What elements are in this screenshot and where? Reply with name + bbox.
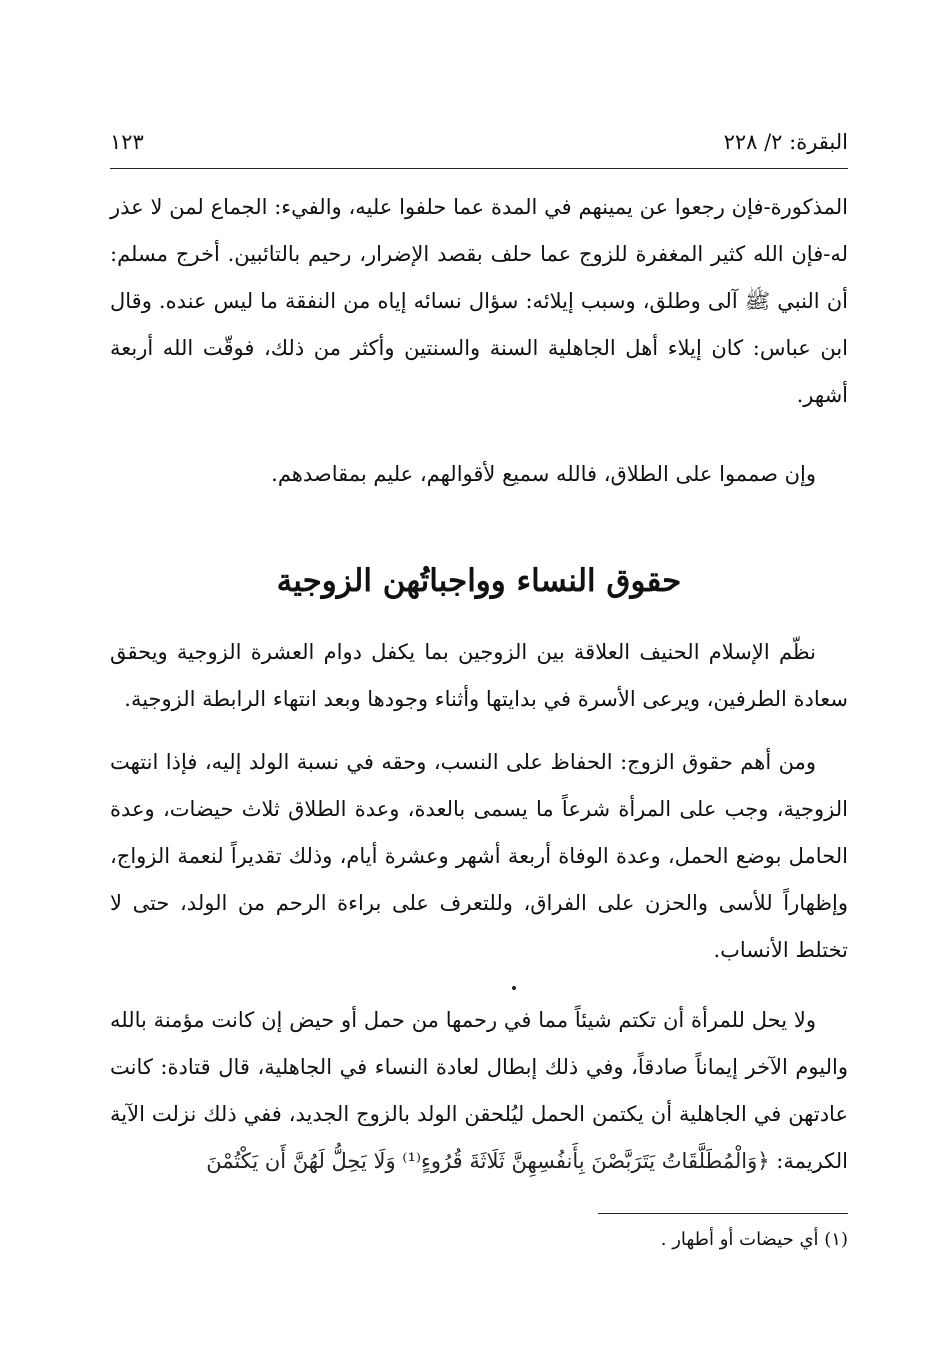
paragraph-text: نظّم الإسلام الحنيف العلاقة بين الزوجين بما يكفل دوام العشرة الزوجية ويحقق سعادة الطرفين، ويرعى الأسرة في بدايتها وأثناء وجودها وبعد انتهاء الرابطة الزوجية. xyxy=(110,640,848,711)
paragraph-text: المذكورة-فإن رجعوا عن يمينهم في المدة عما حلفوا عليه، والفيء: الجماع لمن لا عذر له-فإن الله كثير المغفرة للزوج عما حلف بقصد الإضرار، رحيم بالتائبين. أخرج مسلم: أن النبي ﷺ آلى وطلق، وسبب إيلائه: سؤال نسائه إياه من النفقة ما ليس عنده. وقال ابن عباس: كان إيلاء أهل الجاهلية السنة والسنتين وأكثر من ذلك، فوقّت الله أربعة أشهر. xyxy=(110,195,848,407)
continuation-paragraph xyxy=(110,184,848,419)
husband-rights-paragraph xyxy=(110,739,848,974)
paragraph-text xyxy=(110,997,848,1185)
header-divider xyxy=(110,168,848,169)
intro-paragraph xyxy=(110,629,848,723)
page-number: ١٢٣ xyxy=(110,130,144,154)
concealment-paragraph xyxy=(110,997,848,1185)
section-title: حقوق النساء وواجباتُهن الزوجية xyxy=(276,563,682,599)
footnote-divider xyxy=(598,1213,848,1214)
paragraph-text: ومن أهم حقوق الزوج: الحفاظ على النسب، وحقه في نسبة الولد إليه، فإذا انتهت الزوجية، وجب على المرأة شرعاً ما يسمى بالعدة، وعدة الطلاق ثلاث حيضات، وعدة الحامل بوضع الحمل، وعدة الوفاة أربعة أشهر وعشرة أيام، وذلك تقديراً لنعمة الزواج، وإظهاراً للأسى والحزن على الفراق، وللتعرف على براءة الرحم من الولد، حتى لا تختلط الأنساب. xyxy=(110,750,848,962)
footnote: (١) أي حيضات أو أطهار . xyxy=(660,1229,848,1250)
page-header xyxy=(110,122,848,162)
paragraph-body: ولا يحل للمرأة أن تكتم شيئاً مما في رحمها من حمل أو حيض إن كانت مؤمنة بالله واليوم الآخر إيماناً صادقاً، وفي ذلك إبطال لعادة النساء في الجاهلية، قال قتادة: كانت عادتهن في الجاهلية أن يكتمن الحمل ليُلحقن الولد بالزوج الجديد، ففي ذلك نزلت الآية الكريمة: xyxy=(110,1008,848,1173)
surah-reference: البقرة: ٢/ ٢٢٨ xyxy=(723,130,848,154)
stray-mark xyxy=(512,986,516,990)
conclusion-paragraph xyxy=(110,451,848,498)
paragraph-text: وإن صمموا على الطلاق، فالله سميع لأقوالهم، عليم بمقاصدهم. xyxy=(271,462,816,486)
quran-verse: ﴿وَالْمُطَلَّقَاتُ يَتَرَبَّصْنَ بِأَنفُسِهِنَّ ثَلَاثَةَ قُرُوءٍ⁽¹⁾ وَلَا يَحِلُّ لَهُنَّ أَن يَكْتُمْنَ xyxy=(206,1149,770,1173)
